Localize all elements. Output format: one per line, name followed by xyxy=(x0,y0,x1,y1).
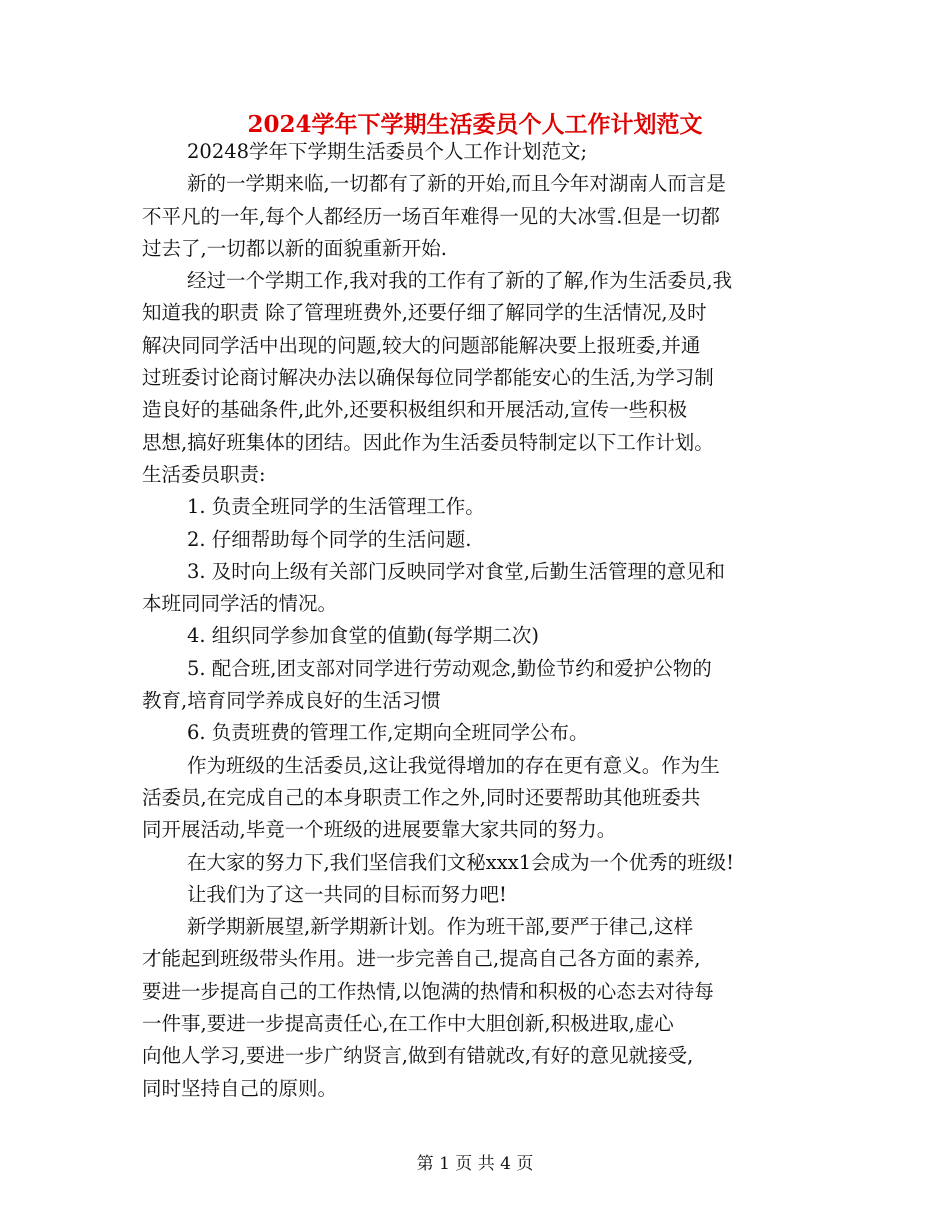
document-body xyxy=(142,136,810,1105)
text-line: 本班同同学活的情况。 xyxy=(142,592,338,616)
page-footer: 第 1 页 共 4 页 xyxy=(416,1154,534,1174)
text-line: 让我们为了这一共同的目标而努力吧! xyxy=(187,882,507,906)
text-line: 20248学年下学期生活委员个人工作计划范文; xyxy=(187,140,588,163)
text-line: 3. 及时向上级有关部门反映同学对食堂,后勤生活管理的意见和 xyxy=(187,559,726,583)
text-line: 同时坚持自己的原则。 xyxy=(142,1076,338,1100)
text-line: 生活委员职责: xyxy=(142,462,266,486)
text-line: 不平凡的一年,每个人都经历一场百年难得一见的大冰雪.但是一切都 xyxy=(142,204,720,228)
text-line: 经过一个学期工作,我对我的工作有了新的了解,作为生活委员,我 xyxy=(187,269,733,293)
text-line: 1. 负责全班同学的生活管理工作。 xyxy=(187,495,485,519)
text-line: 活委员,在完成自己的本身职责工作之外,同时还要帮助其他班委共 xyxy=(142,785,701,809)
text-line: 同开展活动,毕竟一个班级的进展要靠大家共同的努力。 xyxy=(142,818,617,842)
document-title: 2024学年下学期生活委员个人工作计划范文 xyxy=(247,111,703,138)
text-line: 知道我的职责 除了管理班费外,还要仔细了解同学的生活情况,及时 xyxy=(142,301,707,325)
text-line: 教育,培育同学养成良好的生活习惯 xyxy=(142,689,441,713)
text-line: 要进一步提高自己的工作热情,以饱满的热情和积极的心态去对待每 xyxy=(142,979,714,1003)
text-line: 过去了,一切都以新的面貌重新开始. xyxy=(142,236,447,260)
text-line: 新学期新展望,新学期新计划。作为班干部,要严于律己,这样 xyxy=(187,915,694,939)
text-line: 造良好的基础条件,此外,还要积极组织和开展活动,宣传一些积极 xyxy=(142,398,688,422)
text-line: 向他人学习,要进一步广纳贤言,做到有错就改,有好的意见就接受, xyxy=(142,1044,694,1068)
text-line: 6. 负责班费的管理工作,定期向全班同学公布。 xyxy=(187,721,589,745)
text-line: 在大家的努力下,我们坚信我们文秘xxx1会成为一个优秀的班级! xyxy=(187,850,734,874)
text-line: 过班委讨论商讨解决办法以确保每位同学都能安心的生活,为学习制 xyxy=(142,366,714,390)
text-line: 2. 仔细帮助每个同学的生活问题. xyxy=(187,527,472,551)
text-line: 4. 组织同学参加食堂的值勤(每学期二次) xyxy=(187,624,540,648)
text-line: 一件事,要进一步提高责任心,在工作中大胆创新,积极进取,虚心 xyxy=(142,1012,674,1036)
text-line: 新的一学期来临,一切都有了新的开始,而且今年对湖南人而言是 xyxy=(187,172,726,196)
text-line: 解决同同学活中出现的问题,较大的问题部能解决要上报班委,并通 xyxy=(142,333,701,357)
text-line: 5. 配合班,团支部对同学进行劳动观念,勤俭节约和爱护公物的 xyxy=(187,656,712,680)
text-line: 才能起到班级带头作用。进一步完善自己,提高自己各方面的素养, xyxy=(142,947,701,971)
text-line: 作为班级的生活委员,这让我觉得增加的存在更有意义。作为生 xyxy=(187,753,720,777)
text-line: 思想,搞好班集体的团结。因此作为生活委员特制定以下工作计划。 xyxy=(142,430,714,454)
